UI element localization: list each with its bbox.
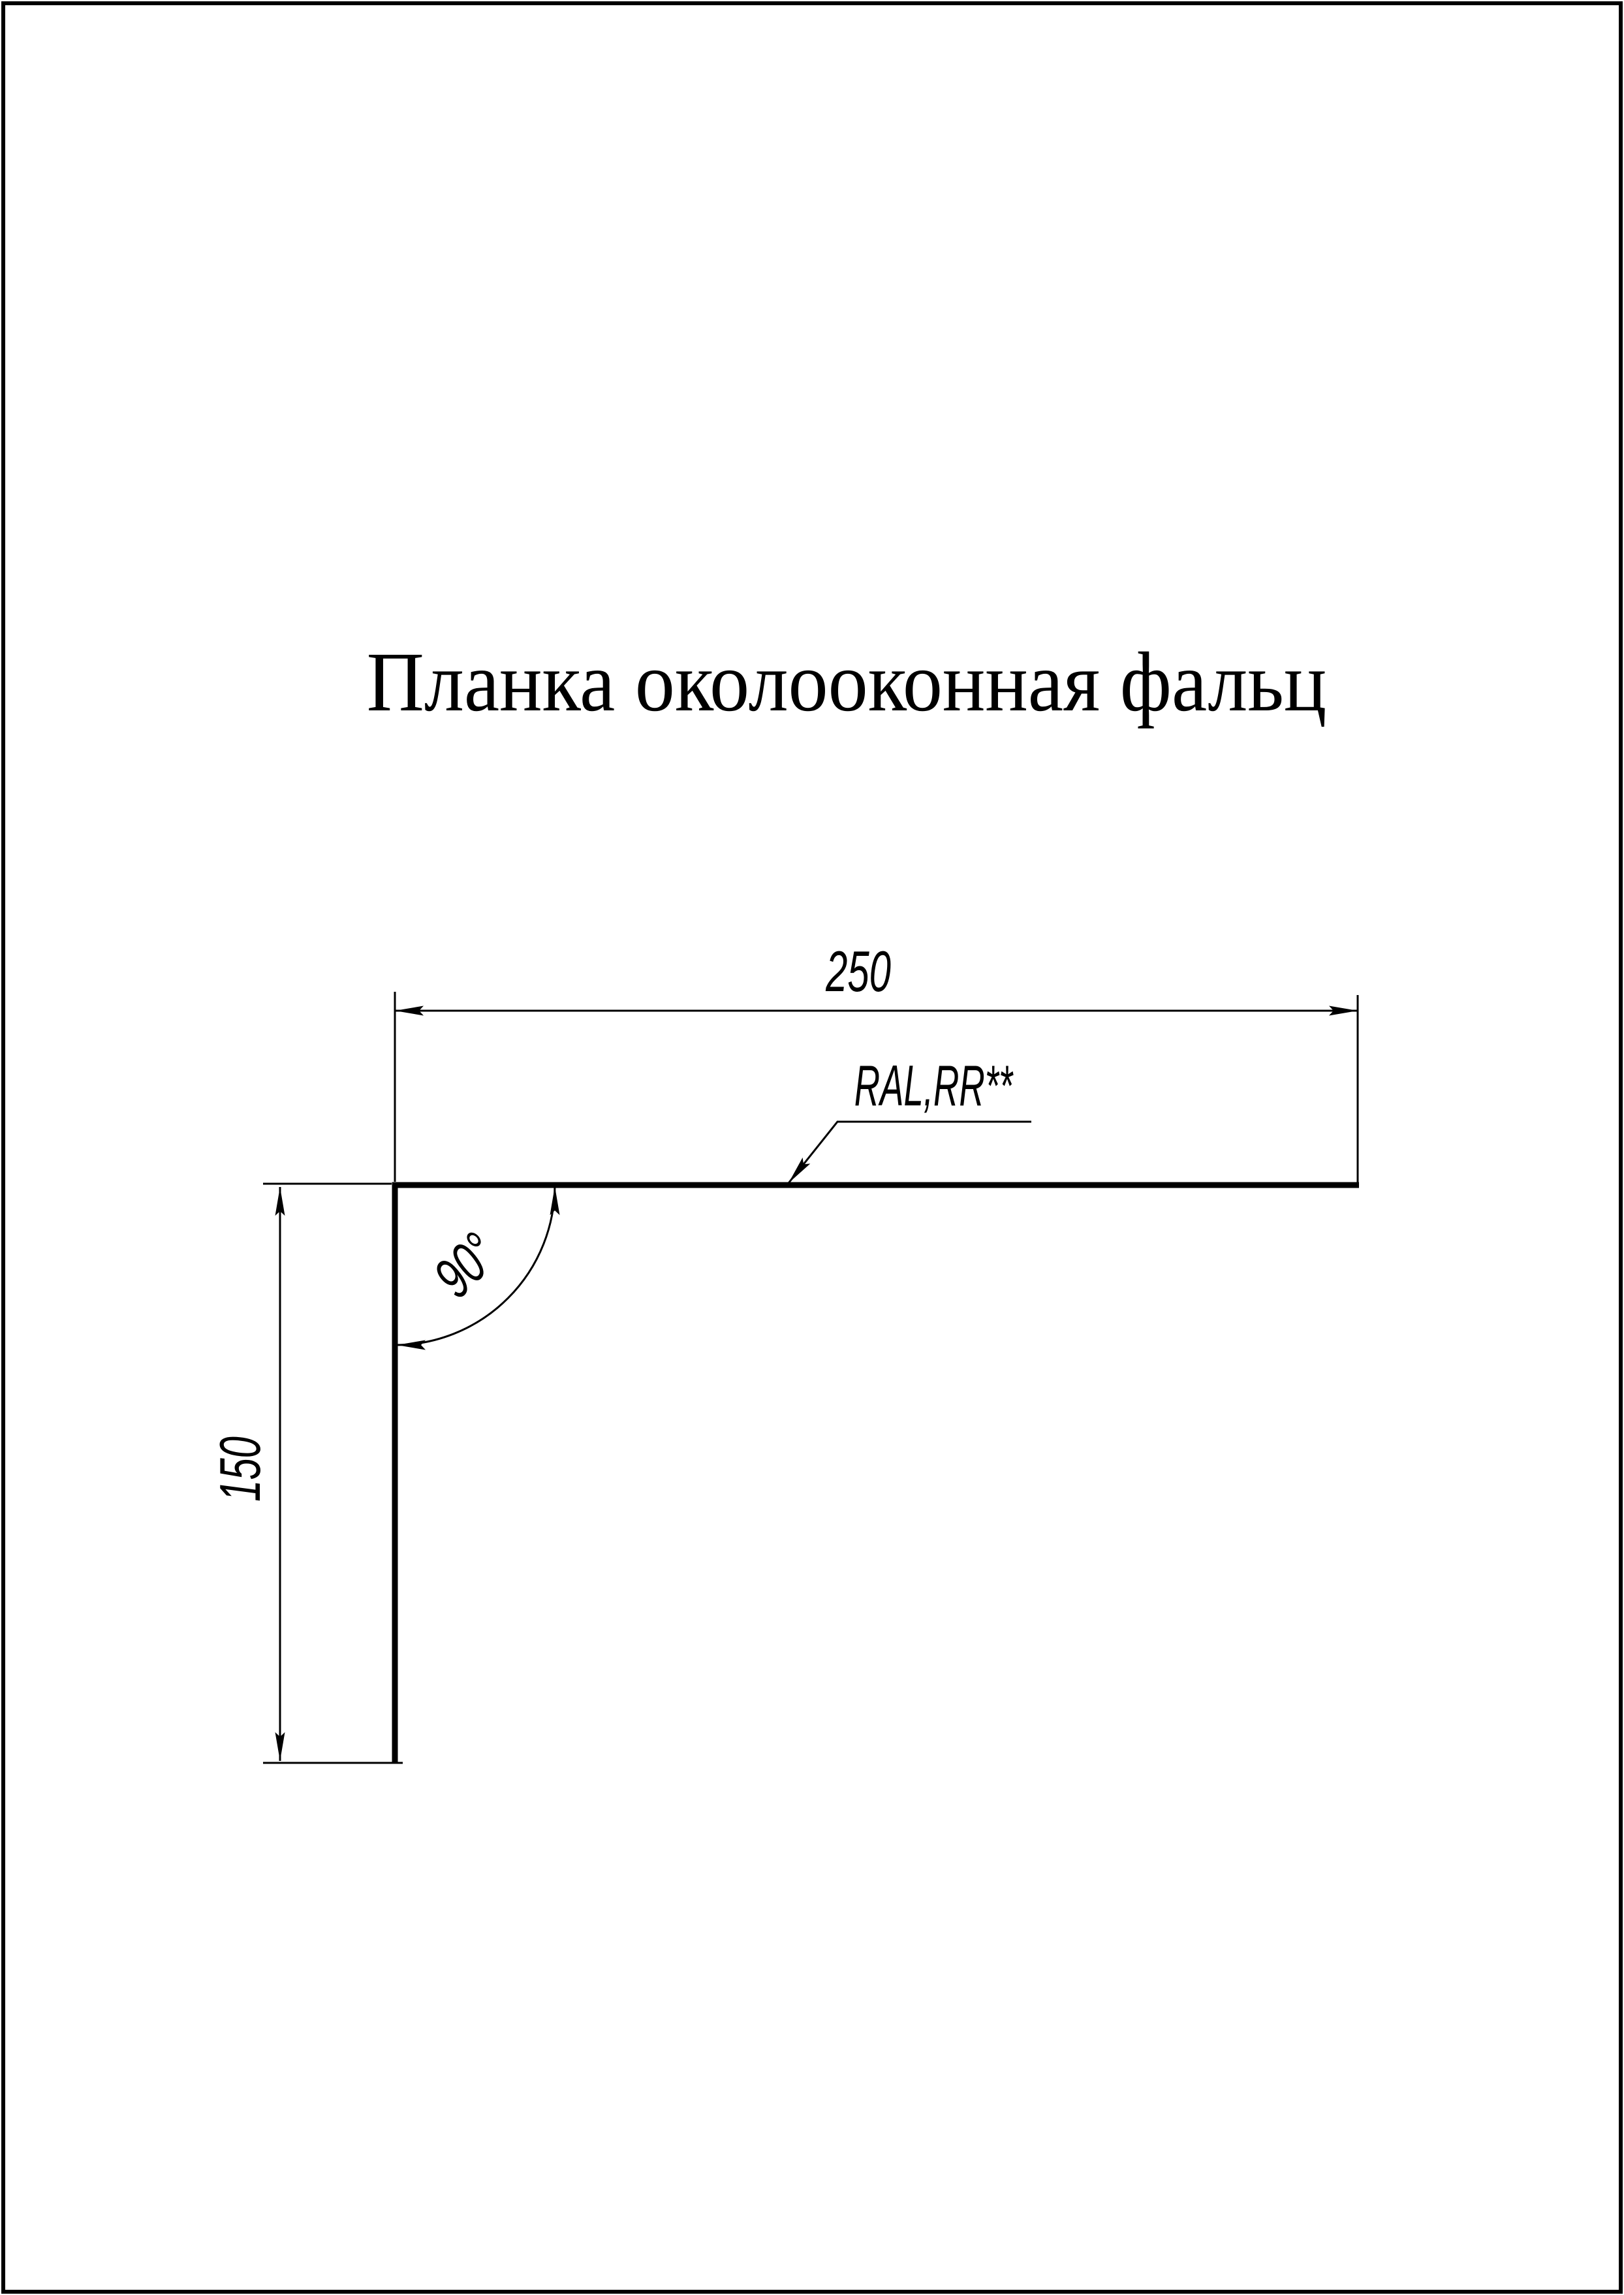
arrowhead-angle-top xyxy=(550,1186,560,1215)
arrowhead-angle-bottom xyxy=(397,1340,426,1350)
profile-outline xyxy=(395,1185,1359,1764)
coating-leader-line xyxy=(789,1122,1031,1183)
width-dimension-label: 250 xyxy=(826,939,891,1004)
height-dimension-label: 150 xyxy=(208,1436,272,1502)
page-title: Планка околооконная фальц xyxy=(366,635,1327,729)
coating-note-label: RAL,RR** xyxy=(854,1053,1013,1118)
angle-dimension-label: 90° xyxy=(422,1221,510,1310)
